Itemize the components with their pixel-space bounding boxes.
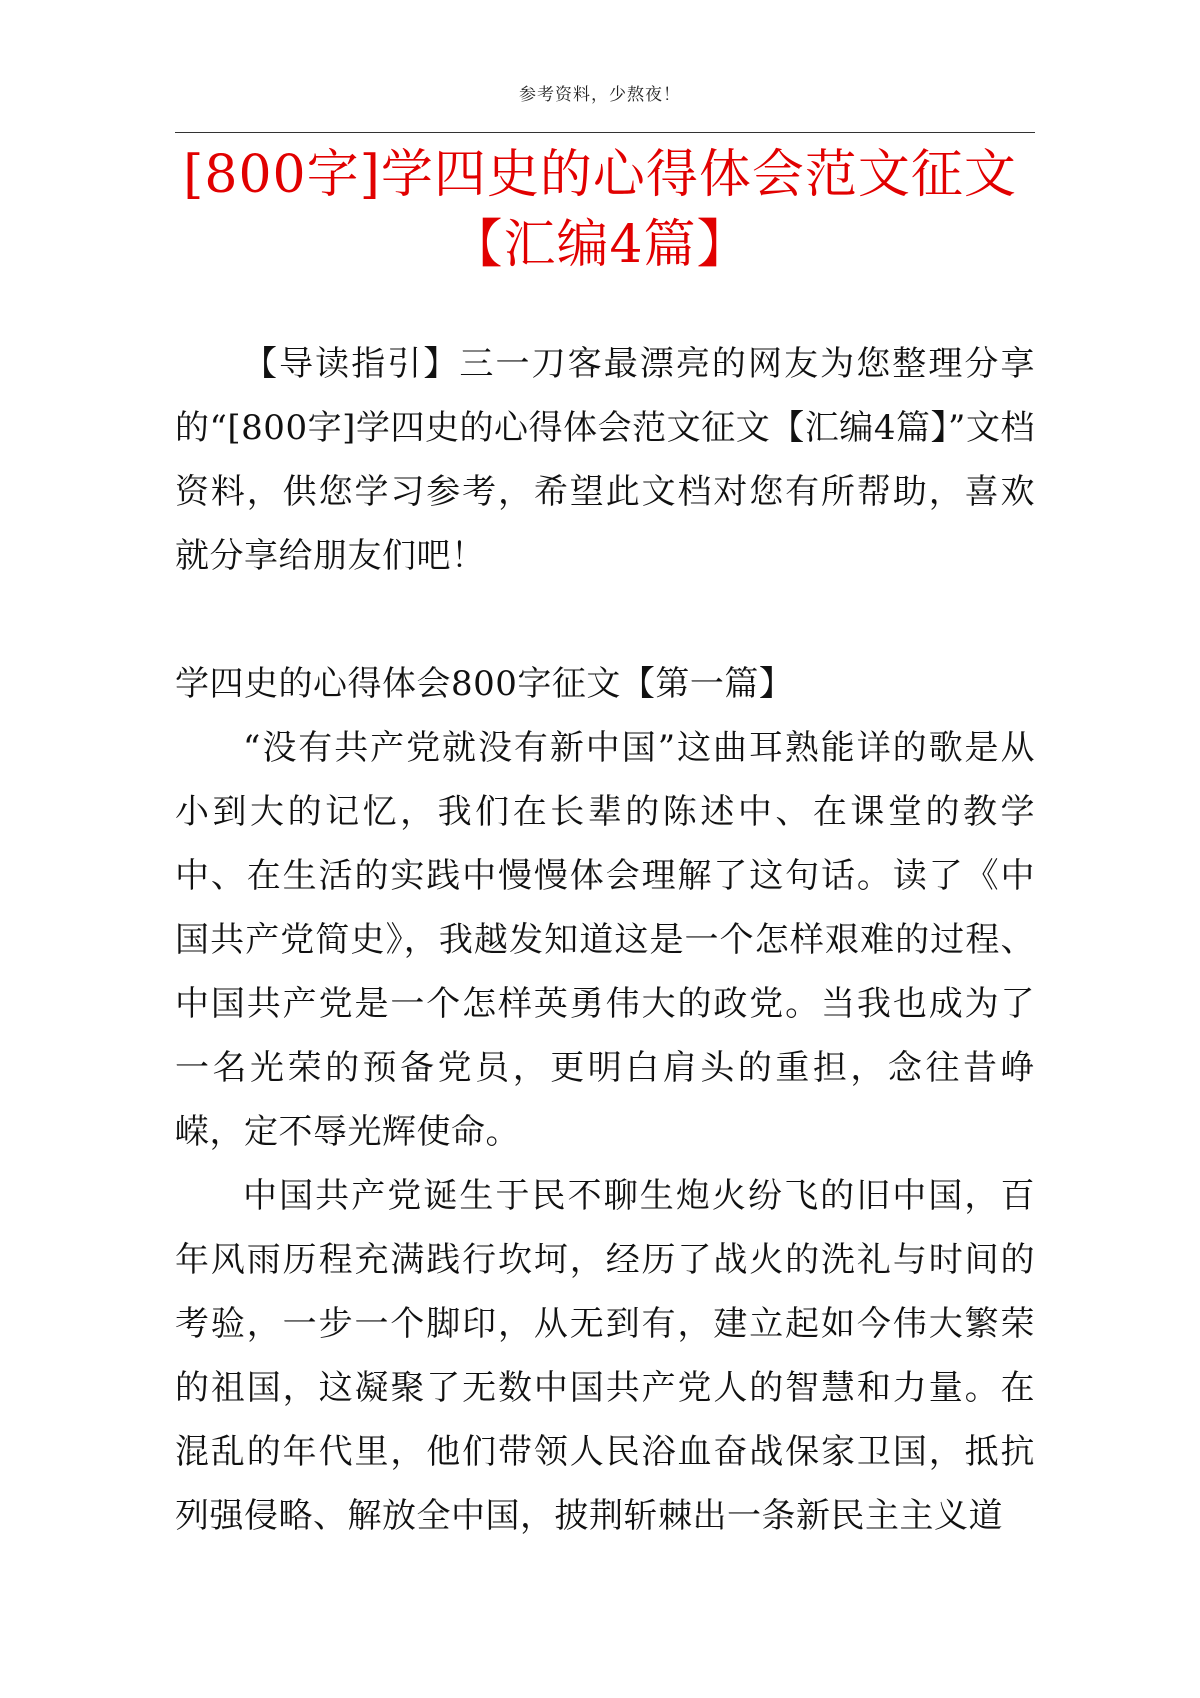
body-paragraph-2: 中国共产党诞生于民不聊生炮火纷飞的旧中国，百年风雨历程充满践行坎坷，经历了战火的洗礼与时间的考验，一步一个脚印，从无到有，建立起如今伟大繁荣的祖国，这凝聚了无数中国共产党人的智慧和力量。在混乱的年代里，他们带领人民浴血奋战保家卫国，抵抗列强侵略、解放全中国，披荆斩棘出一条新民主主义道 [175,1176,1035,1536]
document-title: [800字]学四史的心得体会范文征文【汇编4篇】 [183,145,1017,275]
header-divider [175,132,1035,133]
document-body [175,332,1035,1548]
paragraph-gap [175,588,1035,652]
section-heading: 学四史的心得体会800字征文【第一篇】 [175,664,794,704]
intro-paragraph: 【导读指引】三一刀客最漂亮的网友为您整理分享的“[800字]学四史的心得体会范文征文【汇编4篇】”文档资料，供您学习参考，希望此文档对您有所帮助，喜欢就分享给朋友们吧！ [175,344,1035,576]
header-note: 参考资料，少熬夜！ [519,85,681,105]
body-paragraph-1: “没有共产党就没有新中国”这曲耳熟能详的歌是从小到大的记忆，我们在长辈的陈述中、在课堂的教学中、在生活的实践中慢慢体会理解了这句话。读了《中国共产党简史》，我越发知道这是一个怎样艰难的过程、中国共产党是一个怎样英勇伟大的政党。当我也成为了一名光荣的预备党员，更明白肩头的重担，念往昔峥嵘，定不辱光辉使命。 [175,728,1035,1152]
